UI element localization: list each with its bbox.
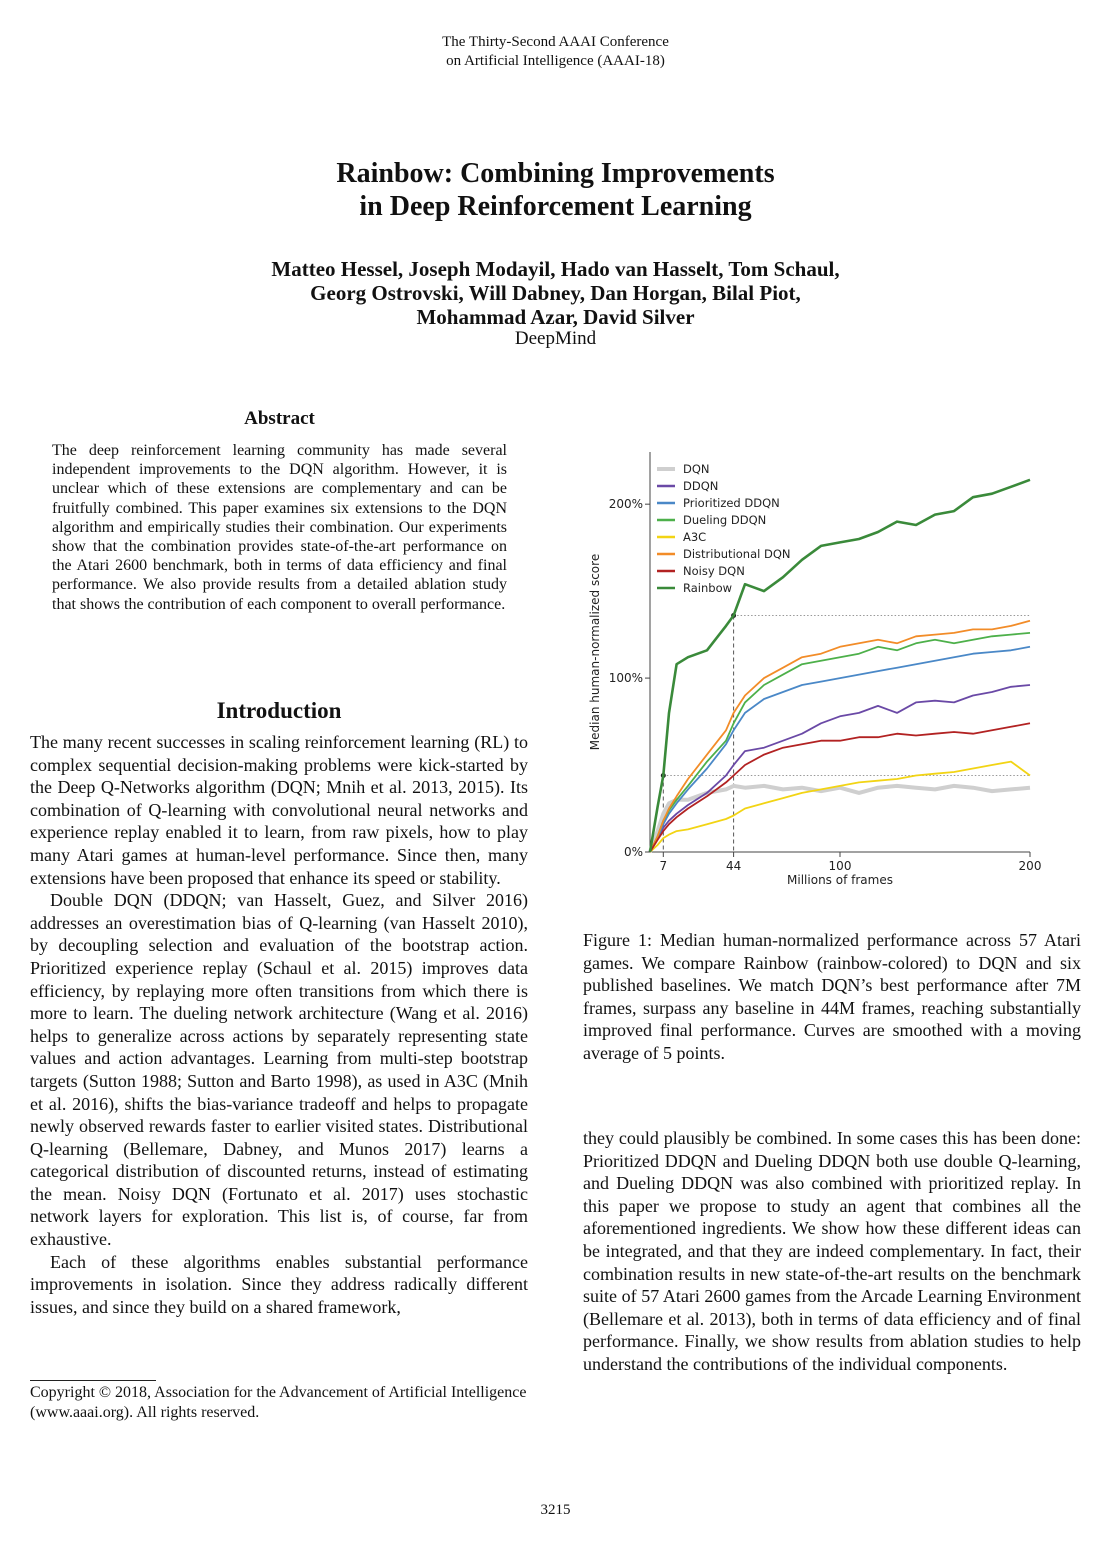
- abstract-text: The deep reinforcement learning community has made several independent improvements to the DQN algorithm. However, it is unclear which of these extensions are complementary and can be fruitfully combined. This paper examines six extensions to the DQN algorithm and empirically studies their combination. Our experiments show that the combination provides state-of-the-art performance on the Atari 2600 benchmark, both in terms of data efficiency and final performance. We also provide results from a detailed ablation study that shows the contribution of each component to overall performance.: [52, 442, 507, 613]
- paper-title-line2: in Deep Reinforcement Learning: [359, 191, 752, 222]
- x-tick-label: 200: [1018, 859, 1042, 873]
- affiliation: DeepMind: [514, 328, 597, 349]
- series-line-dueling-ddqn: [650, 633, 1030, 852]
- x-tick-label: 100: [828, 859, 852, 873]
- paper-title: [0, 157, 1111, 223]
- chart-legend: [657, 462, 791, 595]
- y-tick-label: 200%: [608, 497, 643, 512]
- figure-1: [583, 440, 1083, 890]
- series-line-a3c: [650, 762, 1030, 852]
- x-tick-label: 44: [725, 859, 742, 873]
- legend-label-a3c: A3C: [683, 530, 707, 544]
- intro-paragraph-4: they could plausibly be combined. In some cases this has been done: Prioritized DDQN and Dueling DDQN both use double Q-learning, and Dueling DDQN was also combined with prioritized replay. In this paper we propose to study an agent that combines all the aforementioned ingredients. We show how these different ideas can be integrated, and that they are indeed complementary. In fact, their combination results in new state-of-the-art results on the benchmark suite of 57 Atari 2600 games from the Arcade Learning Environment (Bellemare et al. 2013), both in terms of data efficiency and of final performance. Finally, we show results from ablation studies to help understand the contributions of the individual components.: [583, 1128, 1081, 1374]
- right-column-body: [583, 1127, 1081, 1376]
- legend-label-noisy-dqn: Noisy DQN: [683, 564, 745, 578]
- performance-chart: [583, 440, 1083, 890]
- series-line-distributional-dqn: [650, 621, 1030, 852]
- legend-label-dqn: DQN: [683, 462, 710, 476]
- x-tick-label: 7: [659, 859, 668, 873]
- intro-paragraph-2: Double DQN (DDQN; van Hasselt, Guez, and Silver 2016) addresses an overestimation bias of Q-learning (van Hasselt 2010), by decoupling selection and evaluation of the bootstrap action. Prioritized experience replay (Schaul et al. 2015) improves data efficiency, by replaying more often transitions from which there is more to learn. The dueling network architecture (Wang et al. 2016) helps to generalize across actions by separately representing state values and action advantages. Learning from multi-step bootstrap targets (Sutton 1988; Sutton and Barto 1998), as used in A3C (Mnih et al. 2016), shifts the bias-variance tradeoff and helps to propagate newly observed rewards faster to earlier visited states. Distributional Q-learning (Bellemare, Dabney, and Munos 2017) learns a categorical distribution of discounted returns, instead of estimating the mean. Noisy DQN (Fortunato et al. 2017) uses stochastic network layers for exploration. This list is, of course, far from exhaustive.: [30, 890, 528, 1250]
- legend-label-dueling-ddqn: Dueling DDQN: [683, 513, 767, 527]
- left-column-body: [30, 731, 528, 1318]
- copyright-footnote: Copyright © 2018, Association for the Advancement of Artificial Intelligence (www.aaai.org). All rights reserved.: [30, 1384, 527, 1421]
- reference-lines: [661, 613, 1030, 852]
- intro-paragraph-3: Each of these algorithms enables substantial performance improvements in isolation. Since they address radically different issues, and since they build on a shared framework,: [30, 1251, 528, 1317]
- paper-title-line1: Rainbow: Combining Improvements: [336, 158, 775, 189]
- y-tick-label: 100%: [608, 671, 643, 686]
- page-number: 3215: [540, 1502, 571, 1518]
- series-lines: [650, 480, 1030, 852]
- series-line-prioritized-ddqn: [650, 647, 1030, 852]
- legend-label-distributional-dqn: Distributional DQN: [683, 547, 791, 561]
- legend-label-ddqn: DDQN: [683, 479, 719, 493]
- intro-paragraph-1: The many recent successes in scaling reinforcement learning (RL) to complex sequential decision-making problems were kick-started by the Deep Q-Networks algorithm (DQN; Mnih et al. 2013, 2015). Its combination of Q-learning with convolutional neural networks and experience replay enabled it to learn, from raw pixels, how to play many Atari games at human-level performance. Since then, many extensions have been proposed that enhance its speed or stability.: [30, 732, 528, 888]
- conference-header-line2: on Artificial Intelligence (AAAI-18): [446, 53, 665, 69]
- footnote-rule: [30, 1380, 156, 1381]
- author-list: [0, 257, 1111, 329]
- figure-caption: Figure 1: Median human-normalized performance across 57 Atari games. We compare Rainbow (rainbow-colored) to DQN and six published baselines. We match DQN’s best performance after 7M frames, surpass any baseline in 44M frames, reaching substantially improved final performance. Curves are smoothed with a moving average of 5 points.: [583, 930, 1081, 1063]
- conference-header: [0, 33, 1111, 71]
- y-tick-label: 0%: [623, 845, 643, 859]
- author-line1: Matteo Hessel, Joseph Modayil, Hado van Hasselt, Tom Schaul,: [271, 257, 840, 281]
- x-axis-label: Millions of frames: [787, 873, 893, 887]
- y-axis-label: Median human-normalized score: [588, 553, 602, 751]
- author-line2: Georg Ostrovski, Will Dabney, Dan Horgan, Bilal Piot,: [310, 281, 801, 305]
- abstract-heading: Abstract: [244, 408, 315, 429]
- conference-header-line1: The Thirty-Second AAAI Conference: [442, 34, 669, 50]
- legend-label-rainbow: Rainbow: [683, 581, 733, 595]
- author-line3: Mohammad Azar, David Silver: [416, 305, 695, 329]
- introduction-heading: Introduction: [216, 698, 342, 723]
- legend-label-prioritized-ddqn: Prioritized DDQN: [683, 496, 780, 510]
